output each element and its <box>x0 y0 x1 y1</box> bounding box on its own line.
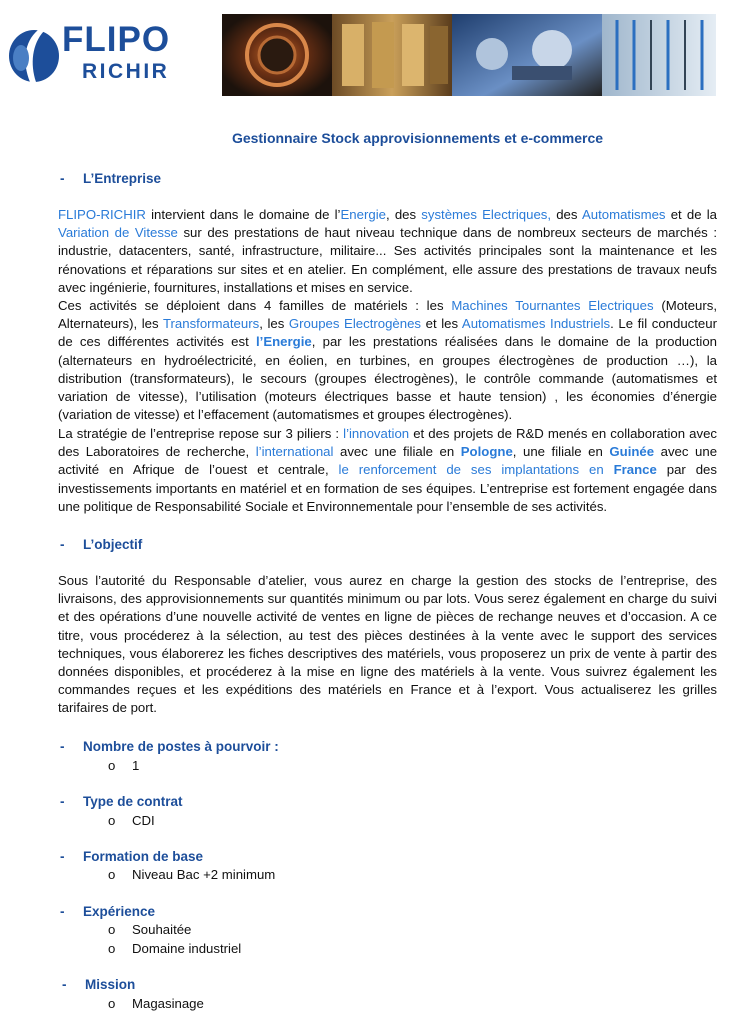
logo-text-flipo: FLIPO <box>62 20 171 59</box>
entreprise-paragraph-1: FLIPO-RICHIR intervient dans le domaine de l’Energie, des systèmes Electriques, des Automatismes et de la Variation de Vitesse sur des prestations de haut niveau technique dans de nombreux secteurs de marchés : industrie, datacenters, santé, infrastructure, militaire... Ses activités principales sont la maintenance et les rénovations et réparations sur sites et en atelier. En complément, elle assure des prestations de travaux neufs avec ingénierie, fournitures, installations et mises en service. <box>58 207 717 295</box>
flipo-richir-logo <box>8 20 208 90</box>
list-item: o Souhaitée <box>108 922 192 937</box>
page-title: Gestionnaire Stock approvisionnements et e-commerce <box>231 130 604 146</box>
objectif-paragraph: Sous l’autorité du Responsable d’atelier, vous aurez en charge la gestion des stocks de l’entreprise, des livraisons, des approvisionnements sur quantités minimum ou par lots. Vous serez également en charge du suivi et des opérations d’une nouvelle activité de ventes en ligne de pièces de rechange neuves et d’occasion. A ce titre, vous procéderez à la sélection, au test des pièces destinées à la vente avec le support des services techniques, vous élaborerez les fiches descriptives des matériels, vous proposerez un prix de vente à partir des données disponibles, et procéderez à la mise en ligne des matériels à la vente. Vous suivrez également les commandes reçues et les expéditions des matériels en France et à l’export. Vous actualiserez les grilles tarifaires de port. <box>58 573 717 716</box>
section-heading-postes: - Nombre de postes à pourvoir : <box>60 739 279 754</box>
list-item: o CDI <box>108 813 155 828</box>
section-heading-objectif: - L’objectif <box>60 537 143 552</box>
logo-emblem-icon <box>8 28 60 84</box>
section-heading-experience: - Expérience <box>60 904 156 919</box>
list-item: o Niveau Bac +2 minimum <box>108 867 276 882</box>
page-header <box>0 0 735 110</box>
section-heading-entreprise: - L’Entreprise <box>60 171 162 186</box>
header-banner-image <box>222 14 716 96</box>
logo-text-richir: RICHIR <box>82 60 170 83</box>
section-heading-mission: - Mission <box>62 977 136 992</box>
list-item: o Magasinage <box>108 996 204 1011</box>
section-heading-formation: - Formation de base <box>60 849 204 864</box>
section-heading-contrat: - Type de contrat <box>60 794 183 809</box>
entreprise-paragraph-3: La stratégie de l’entreprise repose sur 3 piliers : l’innovation et des projets de R&D menés en collaboration avec des Laboratoires de recherche, l’international avec une filiale en Pologne, une filiale en Guinée avec une activité en Afrique de l’ouest et centrale, le renforcement de ses implantations en France par des investissements importants en matériel et en formation de ses équipes. L’entreprise est fortement engagée dans une politique de Responsabilité Sociale et Environnementale pour l’ensemble de ses activités. <box>58 426 718 514</box>
list-item: o Domaine industriel <box>108 941 242 956</box>
list-item: o 1 <box>108 758 140 773</box>
entreprise-paragraph-2: Ces activités se déploient dans 4 familles de matériels : les Machines Tournantes Electriques (Moteurs, Alternateurs), les Transformateurs, les Groupes Electrogènes et les Automatismes Industriels. Le fil conducteur de ces différentes activités est l’Energie, par les prestations réalisées dans le domaine de la production (alternateurs en hydroélectricité, en éolien, en turbines, en groupes électrogènes de production …), la distribution (transformateurs), le secours (groupes électrogènes), le contrôle commande (automatismes et variation de vitesse), l’utilisation (moteurs électriques basse et haute tension) , les économies d’énergie (variation de vitesse) et l’effacement (automatismes et groupes électrogènes). <box>58 298 718 423</box>
